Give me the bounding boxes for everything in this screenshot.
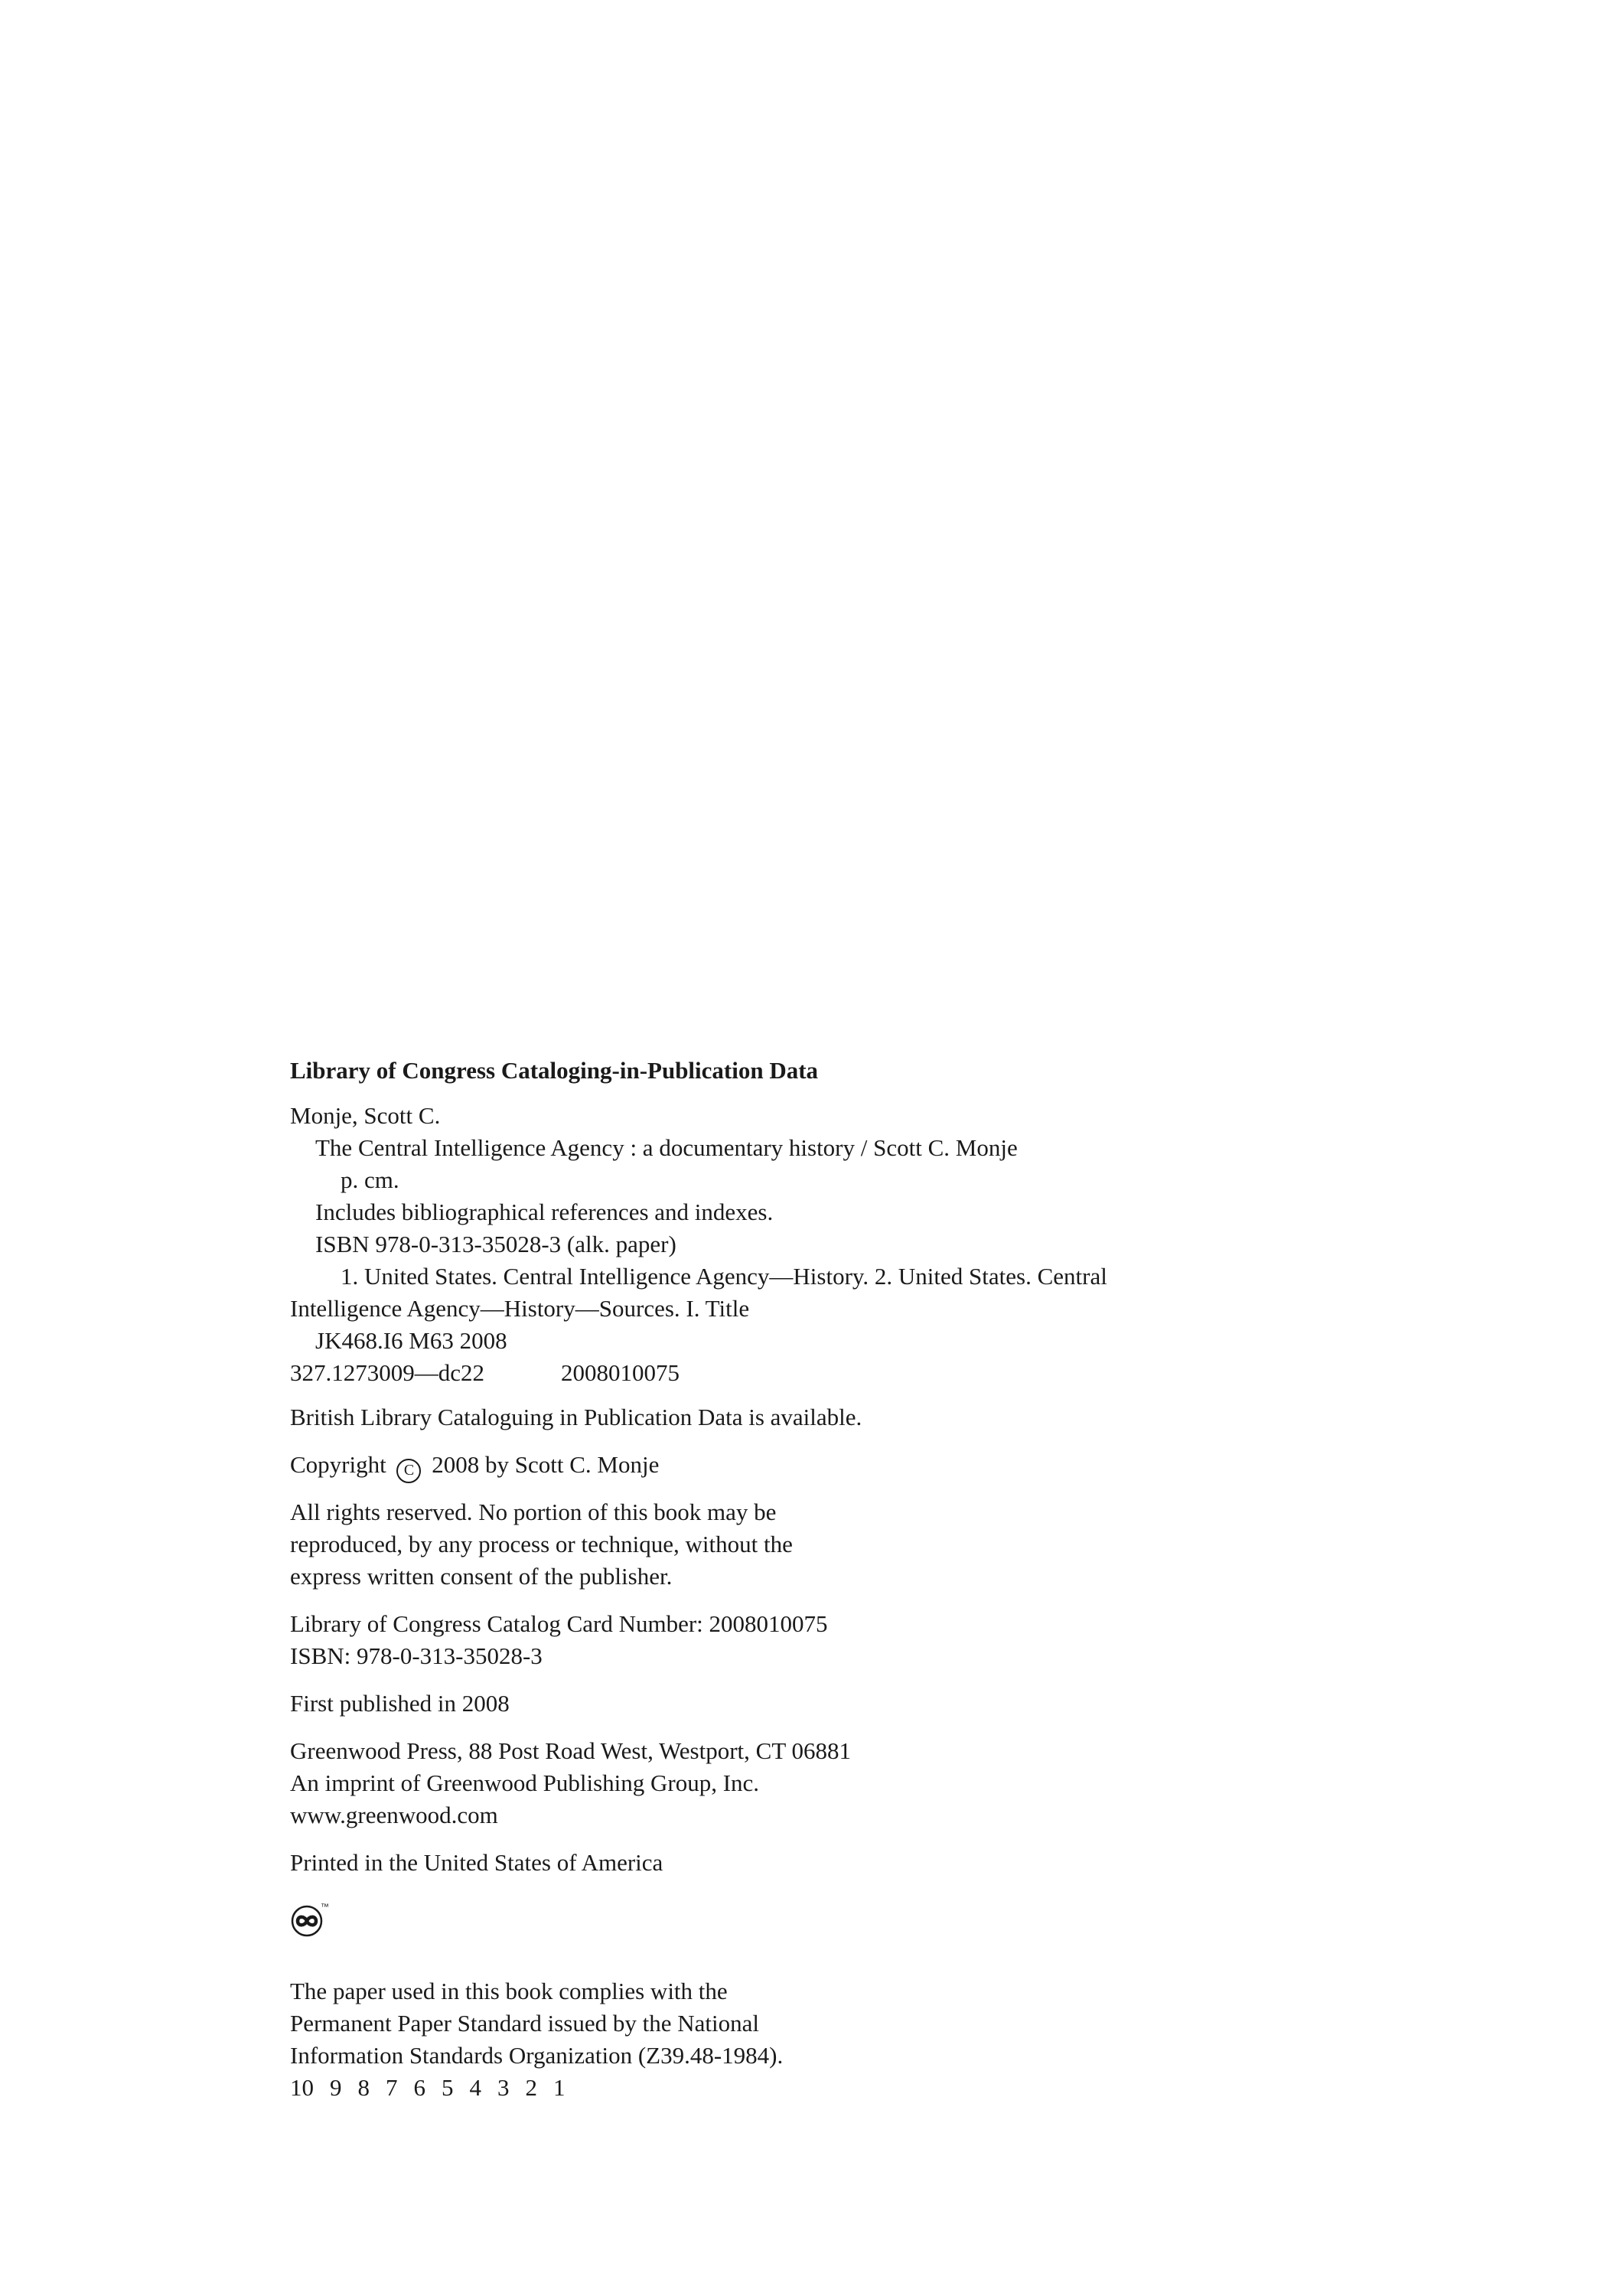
copyright-symbol-icon: C — [396, 1459, 421, 1483]
publisher-address — [290, 1735, 1361, 1831]
publisher-line: Greenwood Press, 88 Post Road West, Westport, CT 06881 — [290, 1737, 851, 1764]
printed-in-text: Printed in the United States of America — [290, 1849, 663, 1876]
dewey-number: 327.1273009—dc22 — [290, 1359, 485, 1386]
rights-line: All rights reserved. No portion of this book may be — [290, 1499, 777, 1525]
lc-control-number: 2008010075 — [561, 1359, 680, 1386]
cip-line: 1. United States. Central Intelligence Agency—History. 2. United States. Central — [341, 1263, 1107, 1290]
copyright-suffix: 2008 by Scott C. Monje — [432, 1451, 660, 1478]
cip-line: The Central Intelligence Agency : a documentary history / Scott C. Monje — [315, 1134, 1018, 1161]
cip-line: Monje, Scott C. — [290, 1102, 441, 1129]
rights-statement — [290, 1496, 1361, 1593]
cip-line: p. cm. — [341, 1166, 399, 1193]
paper-line: Information Standards Organization (Z39.48-1984). — [290, 2042, 784, 2069]
printer-key-number: 5 — [442, 2074, 454, 2101]
publisher-website: www.greenwood.com — [290, 1802, 498, 1828]
cip-heading-text: Library of Congress Cataloging-in-Publication Data — [290, 1057, 819, 1084]
first-published-text: First published in 2008 — [290, 1690, 510, 1717]
british-library-text: British Library Cataloguing in Publication Data is available. — [290, 1404, 862, 1430]
paper-standard-note — [290, 1975, 1361, 2072]
cip-data-block — [290, 1100, 1361, 1389]
printer-key-number: 2 — [525, 2074, 537, 2101]
isbn: ISBN: 978-0-313-35028-3 — [290, 1642, 543, 1669]
rights-line: reproduced, by any process or technique, without the — [290, 1531, 793, 1557]
catalog-card-number: Library of Congress Catalog Card Number: 2008010075 — [290, 1610, 828, 1637]
copyright-prefix: Copyright — [290, 1451, 386, 1478]
printer-key-number: 10 — [290, 2074, 314, 2101]
cip-classification-row — [290, 1357, 1361, 1389]
cip-line: ISBN 978-0-313-35028-3 (alk. paper) — [315, 1231, 676, 1257]
publisher-line: An imprint of Greenwood Publishing Group, Inc. — [290, 1769, 760, 1796]
printer-key-number: 1 — [553, 2074, 566, 2101]
trademark-mark: ™ — [321, 1903, 329, 1912]
printer-key-number: 3 — [497, 2074, 510, 2101]
printed-in — [290, 1847, 1361, 1879]
printer-key-number: 8 — [357, 2074, 370, 2101]
cip-line: Intelligence Agency—History—Sources. I. Title — [290, 1295, 750, 1322]
british-library-note — [290, 1401, 1361, 1433]
cip-heading — [290, 1055, 1361, 1087]
permanent-paper-infinity-icon — [290, 1901, 333, 1938]
cip-line: Includes bibliographical references and indexes. — [315, 1199, 774, 1225]
first-published — [290, 1688, 1361, 1720]
printer-key-number: 7 — [386, 2074, 398, 2101]
paper-line: Permanent Paper Standard issued by the National — [290, 2010, 759, 2037]
paper-line: The paper used in this book complies with the — [290, 1978, 728, 2004]
cip-line: JK468.I6 M63 2008 — [315, 1327, 507, 1354]
printer-key-line — [290, 2072, 1361, 2104]
catalog-card-info — [290, 1608, 1361, 1672]
printer-key-number: 4 — [469, 2074, 481, 2101]
copyright-notice — [290, 1449, 1361, 1483]
printer-key-number: 6 — [413, 2074, 425, 2101]
printer-key-number: 9 — [330, 2074, 342, 2101]
rights-line: express written consent of the publisher. — [290, 1563, 673, 1590]
